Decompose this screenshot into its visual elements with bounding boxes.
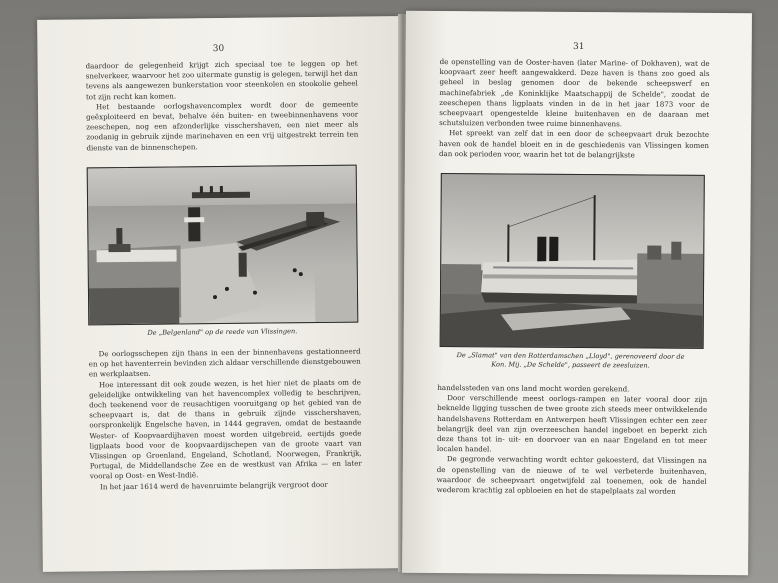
left-page — [37, 16, 405, 572]
photo-belgenland — [87, 165, 359, 326]
paragraph: De oorlogsschepen zijn thans in een der binnenhavens gestationneerd en op het haventerrein bevinden zich aldaar verschillende dienstgebouwen en werkplaatsen. — [88, 346, 361, 379]
caption-belgenland: De „Belgenland" op de reede van Vlissingen. — [147, 327, 298, 337]
paragraph: Hoe interessant dit ook zoude wezen, is het hier niet de plaats om de geleidelijke ontwikkeling van het havencomplex volledig te beschrijven, doch teekenend voor de reusachtigen vooruitgang op het gebied van de scheepvaart is, dat de thans in gebruik zijnde visschershaven, oorspronkelijk Engelsche haven, in 1444 gegraven, omdat de bestaande Wester- of Koopvaardijhaven moest worden uitgebreid, eertijds goede ligplaats bood voor de koopvaardijschepen van de groote vaart van Vlissingen op Groenland, Engeland, Schotland, Noorwegen, Frankrijk, Portugal, de Middellandsche Zee en de westkust van Afrika — en later vooral op Oost- en West-Indië. — [89, 377, 362, 481]
paragraph: handelssteden van ons land mocht worden gerekend. — [437, 383, 630, 394]
paragraph: Het spreekt van zelf dat in een door de scheepvaart druk bezochte haven ook de handel bloeit en in de geschiedenis van Vlissingen komen dan ook perioden voor, waarin het tot de belangrijkste — [438, 128, 710, 160]
caption-slamat — [439, 351, 701, 371]
left-text-top — [86, 59, 359, 154]
caption-line: Kon. Mij. „De Schelde", passeert de zeesluizen. — [491, 360, 650, 370]
paragraph: Door verschillende meest oorlogs-rampen en later vooral door zijn beknelde ligging tusschen de twee groote zich steeds meer ontwikkelende handelshavens Rotterdam en Antwerpen heeft Vlissingen echter een zeer belangrijk deel van zijn overzeeschen handel ingeboet en beperkt zich deze thans tot in- uit- en doorvoer van en naar Engeland en tot meer localen handel. — [436, 393, 708, 454]
paragraph: de openstelling van de Ooster-haven (later Marine- of Dokhaven), wat de koopvaart zeer heeft aangewakkerd. Deze haven is thans zoo goed als geheel in beslag genomen door de bekende scheepswerf en machinefabriek „de Koninklijke Maatschappij de Schelde", zoodat de zeeschepen thans ligplaats vinden in de in het jaar 1873 voor de scheepvaart opengestelde kleine buitenhaven en de daaraan met schutsluizen verbonden twee ruime binnenhavens. — [439, 57, 710, 129]
left-text-bottom — [89, 347, 362, 493]
paragraph: Het bestaande oorlogshavencomplex wordt door de gemeente geëxploiteerd en bevat, behalve één buiten- en tweebinnenhavens voor zeeschepen, nog een afzonderlijke visschershaven, een niet meer als zoodanig in gebruik zijnde marinehaven en een vrij uitgestrekt terrein ten dienste van de binnenschepen. — [86, 99, 359, 153]
page-number-left: 30 — [212, 43, 225, 55]
photo-slamat — [440, 173, 705, 349]
paragraph: daardoor de gelegenheid krijgt zich speciaal toe te leggen op het snelverkeer, waarvoor het zoo uitermate gunstig is gelegen, terwijl het dan tevens als aangewezen bunkerstation voor steenkolen en stookolie geheel tot zijn recht kan komen. — [85, 58, 358, 102]
page-number-right: 31 — [572, 41, 585, 53]
right-page — [402, 11, 752, 575]
right-text-top — [439, 57, 710, 161]
ship-photo-illustration — [441, 174, 704, 348]
right-text-bottom — [437, 383, 708, 497]
caption-line: De „Slamat" van den Rotterdamschen „Lloyd", gerenoveerd door de — [456, 351, 685, 361]
pier-photo-illustration — [88, 166, 358, 325]
paragraph: De gegronde verwachting wordt echter gekoesterd, dat Vlissingen na de openstelling van de nieuwe of te wel verbeterde buitenhaven, waardoor de scheepvaart ongetwijfeld zal toenemen, ook de handel wederom krachtig zal opbloeien en het de stapelplaats zal worden — [436, 454, 707, 496]
paragraph: In het jaar 1614 werd de havenruimte belangrijk vergroot door — [99, 479, 328, 491]
